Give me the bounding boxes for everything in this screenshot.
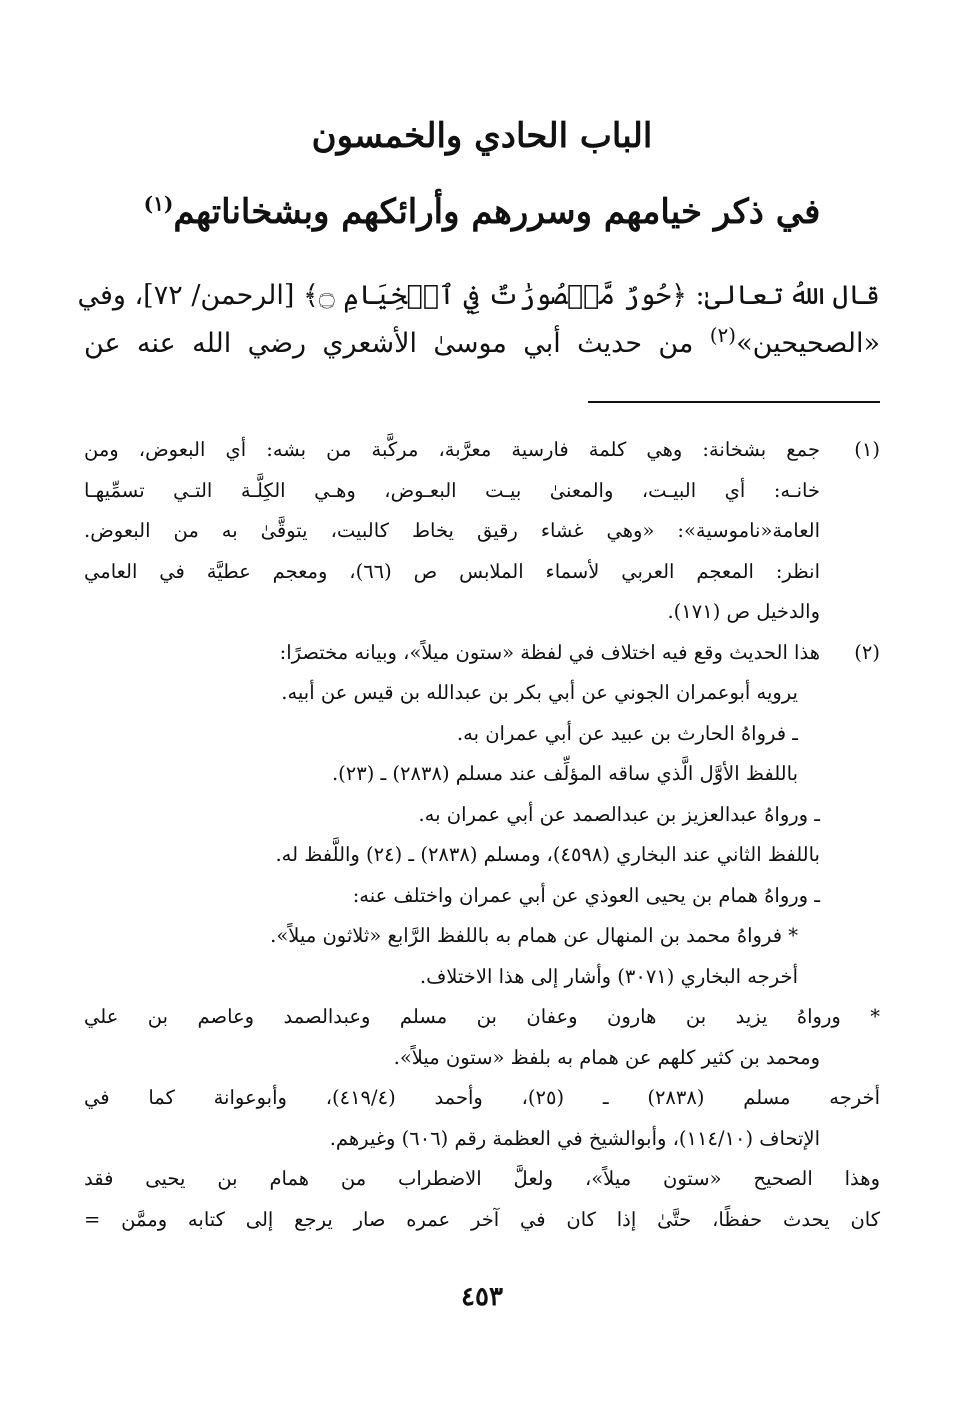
chapter-subtitle-text: في ذكر خيامهم وسررهم وأرائكهم وبشخاناتهم xyxy=(173,192,821,232)
footnote-line: العامة«ناموسية»: «وهي غشاء رقيق يخاط كالبيت، يتوقَّىٰ به من البعوض. xyxy=(84,519,820,542)
footnote-ref-2: (٢) xyxy=(709,323,737,347)
footnote-line: جمع بشخانة: وهي كلمة فارسية معرَّبة، مركَّبة من بشه: أي البعوض، ومن xyxy=(84,438,820,461)
main-body-text xyxy=(77,272,880,368)
footnote-body xyxy=(84,633,880,1241)
footnote-line: باللفظ الأوَّل الَّذي ساقه المؤلِّف عند مسلم (٢٨٣٨) ـ (٢٣). xyxy=(331,762,798,785)
chapter-subtitle xyxy=(60,186,904,238)
footnote-body xyxy=(84,430,820,633)
footnote-ref-1: (١) xyxy=(143,191,174,216)
footnote-line: هذا الحديث وقع فيه اختلاف في لفظة «ستون ميلاً»، وبيانه مختصرًا: xyxy=(279,640,820,664)
footnote-1 xyxy=(84,430,880,633)
chapter-title: الباب الحادي والخمسون xyxy=(311,116,653,156)
footnote-line: أخرجه مسلم (٢٨٣٨) ـ (٢٥)، وأحمد (٤١٩/٤)، وأبوعوانة كما في xyxy=(84,1086,880,1109)
footnote-line: وهذا الصحيح «ستون ميلاً»، ولعلَّ الاضطراب من همام بن يحيى فقد xyxy=(84,1167,880,1190)
footnote-line: ـ فرواهُ الحارث بن عبيد عن أبي عمران به. xyxy=(456,721,798,745)
footnote-line: ومحمد بن كثير كلهم عن همام به بلفظ «ستون ميلاً». xyxy=(393,1045,820,1069)
footnote-line: الإتحاف (١١٤/١٠)، وأبوالشيخ في العظمة رقم (٦٠٦) وغيرهم. xyxy=(329,1126,820,1150)
footnote-line: أخرجه البخاري (٣٠٧١) وأشار إلى هذا الاختلاف. xyxy=(419,964,798,988)
footnote-line: والدخيل ص (١٧١). xyxy=(667,600,820,623)
footnote-line: * ورواهُ يزيد بن هارون وعفان بن مسلم وعبدالصمد وعاصم بن علي xyxy=(84,1005,880,1028)
footnote-separator xyxy=(588,401,880,403)
body-line-2-rest: من حديث أبي موسىٰ الأشعري رضي الله عنه عن xyxy=(84,328,710,359)
footnotes-section xyxy=(84,430,880,1240)
footnote-line: ـ ورواهُ عبدالعزيز بن عبدالصمد عن أبي عمران به. xyxy=(418,802,820,826)
page-number: ٤٥٣ xyxy=(461,1282,503,1312)
footnote-line: خانـه: أي البيـت، والمعنىٰ بيـت البعـوض، وهـي الكِلَّـة التـي تسمِّيهـا xyxy=(84,478,820,502)
footnote-line: انظر: المعجم العربي لأسماء الملابس ص (٦٦)، ومعجم عطيَّة في العامي xyxy=(84,559,820,583)
body-line-2 xyxy=(84,320,880,368)
sahihayn-title: «الصحيحين» xyxy=(736,328,880,359)
footnote-line: كان يحدث حفظًا، حتَّىٰ إذا كان في آخر عمره صار يرجع إلى كتابه وممَّن = xyxy=(84,1207,880,1231)
body-line-1: قال اللهُ تعالىٰ: ﴿حُورٌ مَّقۡصُورَٰتٌ فِي ٱلۡخِيَامِ ۝﴾ [الرحمن/ ٧٢]، وفي xyxy=(77,280,880,311)
footnote-2 xyxy=(84,633,880,1241)
footnote-line: يرويه أبوعمران الجوني عن أبي بكر بن عبدالله بن قيس عن أبيه. xyxy=(281,681,798,704)
footnote-number: (١) xyxy=(854,438,880,461)
footnote-number: (٢) xyxy=(854,640,880,664)
footnote-line: ـ ورواهُ همام بن يحيى العوذي عن أبي عمران واختلف عنه: xyxy=(352,883,820,907)
footnote-line: * فرواهُ محمد بن المنهال عن همام به باللفظ الرَّابع «ثلاثون ميلاً». xyxy=(270,924,798,947)
footnote-line: باللفظ الثاني عند البخاري (٤٥٩٨)، ومسلم (٢٨٣٨) ـ (٢٤) واللَّفظ له. xyxy=(275,843,820,866)
